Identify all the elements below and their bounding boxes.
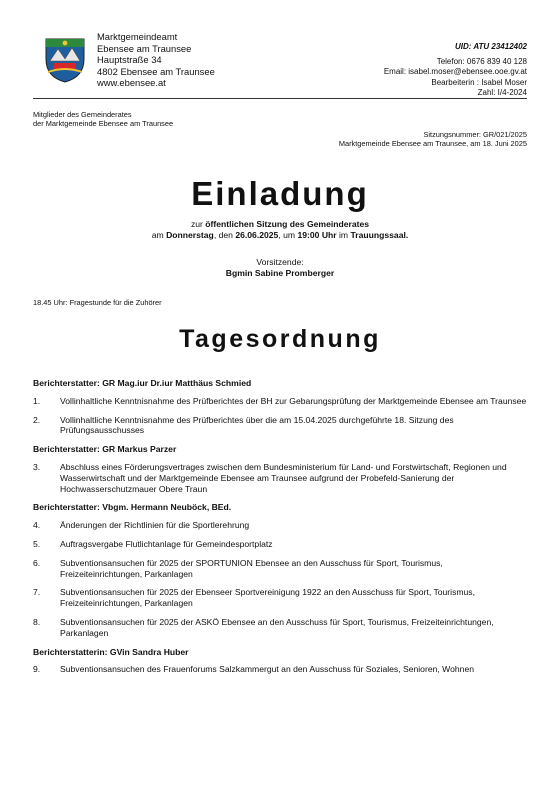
agenda-item <box>33 462 527 494</box>
agenda-section <box>33 378 527 436</box>
item-number: 6. <box>33 557 41 568</box>
website-link[interactable]: www.ebensee.at <box>97 77 166 89</box>
recipient-line: Mitglieder des Gemeinderates <box>33 110 132 119</box>
postal-address: 4802 Ebensee am Traunsee <box>97 65 215 77</box>
coat-of-arms-logo <box>44 33 86 83</box>
reporter-heading: Berichterstatter: GR Mag.iur Dr.iur Matthäus Schmied <box>33 378 252 388</box>
chair-name: Bgmin Sabine Promberger <box>225 268 335 278</box>
agenda-section <box>33 647 527 676</box>
item-text: Abschluss eines Förderungsvertrages zwischen dem Bundesministerium für Land- und Forstwirtschaft, Regionen und Wasserwirtschaft und der Marktgemeinde Ebensee am Traunsee aufgrund der Probefeld-Sanierung der Hochwasserschutzmauer Obere Traun <box>60 461 507 494</box>
letterhead-address <box>97 31 215 89</box>
item-number: 3. <box>33 461 41 472</box>
place-date: Marktgemeinde Ebensee am Traunsee, am 18. Juni 2025 <box>338 139 527 148</box>
agenda-item <box>33 396 527 407</box>
inv-text: am <box>151 229 167 240</box>
agenda-item <box>33 520 527 531</box>
header-divider <box>33 98 527 99</box>
inv-session: öffentlichen Sitzung des Gemeinderates <box>205 219 370 229</box>
inv-room: Trauungssaal. <box>350 229 409 240</box>
inv-text: zur <box>190 219 206 229</box>
item-number: 4. <box>33 520 41 531</box>
item-text: Vollinhaltliche Kenntnisnahme des Prüfberichtes über die am 15.04.2025 durchgeführte 18. Sitzung des Prüfungsausschusses <box>60 414 454 436</box>
item-text: Subventionsansuchen für 2025 der Ebenseer Sportvereinigung 1922 an den Ausschuss für Sport, Tourismus, Freizeiteinrichtungen, Parkanlagen <box>60 587 475 609</box>
item-number: 1. <box>33 395 41 406</box>
item-text: Subventionsansuchen für 2025 der ASKÖ Ebensee an den Ausschuss für Sport, Tourismus, Freizeiteinrichtungen, Parkanlagen <box>60 616 494 638</box>
page-title: Einladung <box>191 175 369 212</box>
reference-number: Zahl: I/4-2024 <box>477 87 527 97</box>
clerk-name: Bearbeiterin : Isabel Moser <box>431 77 527 87</box>
recipients <box>33 110 173 128</box>
office-name: Marktgemeindeamt <box>97 31 178 42</box>
chair-label: Vorsitzende: <box>256 257 304 267</box>
item-number: 9. <box>33 664 41 675</box>
agenda-item <box>33 558 527 580</box>
phone-number: Telefon: 0676 839 40 128 <box>436 57 527 67</box>
session-number: Sitzungsnummer: GR/021/2025 <box>423 130 527 139</box>
email-address[interactable]: Email: isabel.moser@ebensee.ooe.gv.at <box>383 67 527 77</box>
agenda-title: Tagesordnung <box>179 325 381 353</box>
item-text: Subventionsansuchen des Frauenforums Salzkammergut an den Ausschuss für Soziales, Senioren, Wohnen <box>60 664 475 675</box>
reporter-heading: Berichterstatterin: GVin Sandra Huber <box>33 646 189 657</box>
item-number: 2. <box>33 414 41 425</box>
agenda-section <box>33 502 527 638</box>
reporter-heading: Berichterstatter: Vbgm. Hermann Neuböck, BEd. <box>33 502 232 513</box>
item-number: 5. <box>33 538 41 549</box>
inv-day: Donnerstag <box>166 229 214 240</box>
reporter-heading: Berichterstatter: GR Markus Parzer <box>33 444 177 455</box>
recipient-line: der Marktgemeinde Ebensee am Traunsee <box>33 119 174 128</box>
question-time: 18.45 Uhr: Fragestunde für die Zuhörer <box>33 298 162 307</box>
agenda-item <box>33 415 527 437</box>
item-text: Vollinhaltliche Kenntnisnahme des Prüfberichtes der BH zur Gebarungsprüfung der Marktgemeinde Ebensee am Traunsee <box>60 395 527 406</box>
letterhead-contact <box>384 42 527 98</box>
item-text: Änderungen der Richtlinien für die Sportlerehrung <box>60 520 250 531</box>
invitation-text <box>0 219 560 241</box>
item-text: Subventionsansuchen für 2025 der SPORTUNION Ebensee an den Ausschuss für Sport, Tourismus, Freizeiteinrichtungen, Parkanlagen <box>60 557 443 579</box>
inv-date: 26.06.2025 <box>235 229 279 240</box>
inv-text: , den <box>213 229 236 240</box>
agenda-item <box>33 587 527 609</box>
agenda-section <box>33 444 527 494</box>
inv-text: , um <box>278 229 298 240</box>
agenda-list <box>33 378 527 683</box>
uid-number: UID: ATU 23412402 <box>454 42 527 51</box>
item-number: 8. <box>33 616 41 627</box>
agenda-item <box>33 617 527 639</box>
item-number: 7. <box>33 587 41 598</box>
agenda-item <box>33 664 527 675</box>
document-meta <box>339 130 527 148</box>
inv-text: im <box>336 229 351 240</box>
item-text: Auftragsvergabe Flutlichtanlage für Gemeindesportplatz <box>60 538 273 549</box>
chair-block <box>0 257 560 279</box>
street-address: Hauptstraße 34 <box>97 54 162 66</box>
town-name: Ebensee am Traunsee <box>97 42 192 54</box>
agenda-item <box>33 539 527 550</box>
inv-time: 19:00 Uhr <box>297 229 337 240</box>
